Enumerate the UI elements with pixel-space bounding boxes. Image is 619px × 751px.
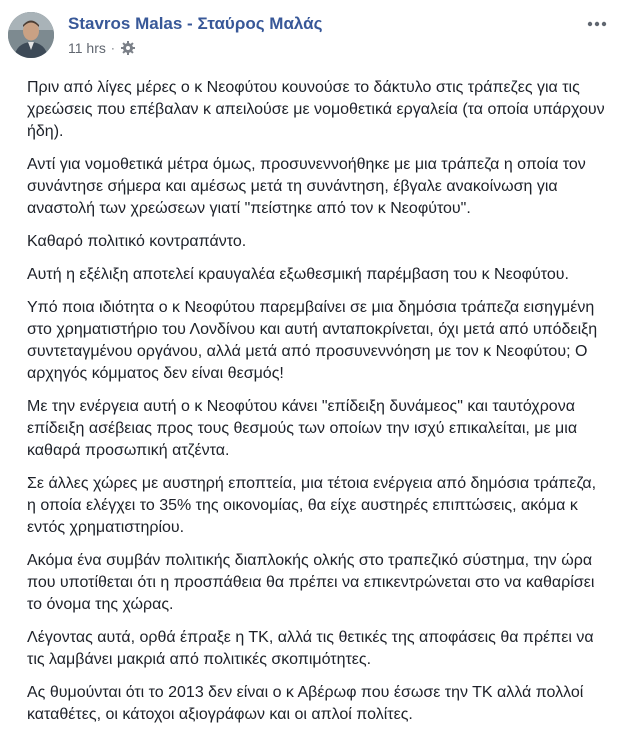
post-paragraph: Αυτή η εξέλιξη αποτελεί κραυγαλέα εξωθεσμική παρέμβαση του κ Νεοφύτου. [27, 266, 569, 283]
post-paragraph: Σε άλλες χώρες με αυστηρή εποπτεία, μια τέτοια ενέργεια από δημόσια τράπεζα, η οποία ελέγχει το 35% της οικονομίας, θα είχε αυστηρές επιπτώσεις, ακόμα κ εντός χρηματιστηρίου. [27, 475, 597, 536]
post-meta [68, 40, 136, 56]
post-paragraph: Με την ενέργεια αυτή ο κ Νεοφύτου κάνει "επίδειξη δυνάμεος" και ταυτόχρονα επίδειξη ασέβειας προς τους θεσμούς των οποίων την ισχύ επικαλείται, με μια καθαρά προσωπική ατζέντα. [27, 398, 578, 459]
post-paragraph: Αντί για νομοθετικά μέτρα όμως, προσυνεννοήθηκε με μια τράπεζα η οποία τον συνάντησε σήμερα και αμέσως μετά τη συνάντηση, έβγαλε ανακοίνωση για αναστολή των χρεώσεων γιατί "πείστηκε από τον κ Νεοφύτου". [27, 156, 586, 217]
post-paragraph: Ας θυμούνται ότι το 2013 δεν είναι ο κ Αβέρωφ που έσωσε την ΤΚ αλλά πολλοί καταθέτες, οι κάτοχοι αξιογράφων και οι απλοί πολίτες. [27, 684, 584, 723]
post-header [8, 10, 608, 62]
more-options-icon[interactable] [586, 16, 608, 32]
post-body [27, 77, 609, 737]
gear-icon[interactable] [120, 40, 136, 56]
meta-separator: · [110, 41, 115, 55]
post-paragraph: Ακόμα ένα συμβάν πολιτικής διαπλοκής ολκής στο τραπεζικό σύστημα, την ώρα που υποτίθεται ότι η προσπάθεια θα πρέπει να επικεντρώνεται στο να καθαρίσει το όνομα της χώρας. [27, 552, 595, 613]
post-paragraph: Υπό ποια ιδιότητα ο κ Νεοφύτου παρεμβαίνει σε μια δημόσια τράπεζα εισηγμένη στο χρηματιστήριο του Λονδίνου και αυτή ανταποκρίνεται, όχι μετά από υπόδειξη συντεταγμένου οργάνου, αλλά μετά από προσυνεννόηση με τον κ Νεοφύτου; Ο αρχηγός κόμματος δεν είναι θεσμός! [27, 299, 598, 382]
post-paragraph: Λέγοντας αυτά, ορθά έπραξε η ΤΚ, αλλά τις θετικές της αποφάσεις θα πρέπει να τις λαμβάνει μακριά από πολιτικές σκοπιμότητες. [27, 629, 594, 668]
post-paragraph: Καθαρό πολιτικό κοντραπάντο. [27, 233, 247, 250]
author-name[interactable]: Stavros Malas - Σταύρος Μαλάς [68, 14, 323, 33]
avatar[interactable] [8, 12, 54, 58]
timestamp[interactable]: 11 hrs [68, 40, 106, 56]
post-paragraph: Πριν από λίγες μέρες ο κ Νεοφύτου κουνούσε το δάκτυλο στις τράπεζες για τις χρεώσεις που επέβαλαν κ απειλούσε με νομοθετικά εργαλεία (τα οποία υπάρχουν ήδη). [27, 79, 605, 140]
avatar-photo [8, 12, 54, 58]
